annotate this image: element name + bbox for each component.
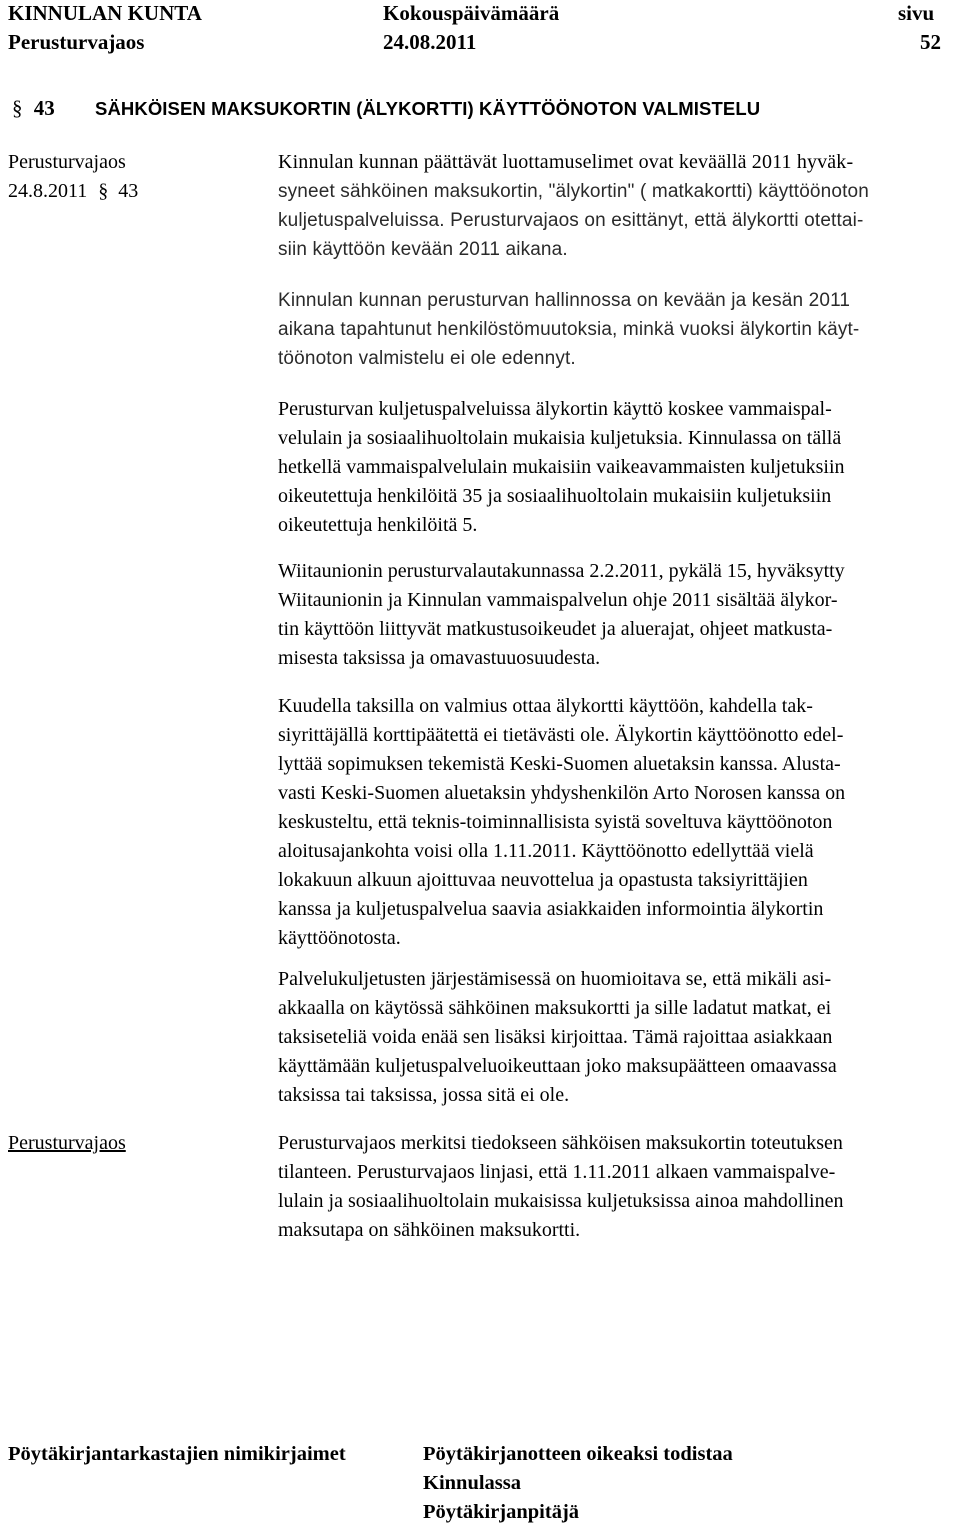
- paragraph-line: akkaalla on käytössä sähköinen maksukortti ja sille ladatut matkat, ei: [278, 997, 832, 1019]
- municipality-name: KINNULAN KUNTA: [8, 1, 202, 25]
- paragraph-line: syneet sähköinen maksukortin, "älykortin" ( matkakortti) käyttöönoton: [278, 181, 869, 202]
- paragraph-1: [278, 148, 950, 264]
- paragraph-line: misesta taksissa ja omavastuuosuudesta.: [278, 647, 601, 669]
- section-number-group: [12, 96, 55, 121]
- paragraph-line: töönoton valmistelu ei ole edennyt.: [278, 348, 576, 369]
- paragraph-line: lyttää sopimuksen tekemistä Keski-Suomen aluetaksin kanssa. Alusta-: [278, 753, 841, 775]
- section-number: 43: [33, 96, 55, 120]
- paragraph-4: [278, 557, 950, 673]
- paragraph-line: kuljetuspalveluissa. Perusturvajaos on esittänyt, että älykortti otettai-: [278, 210, 864, 231]
- meeting-date: 24.08.2011: [383, 30, 477, 54]
- paragraph-decision: [278, 1129, 950, 1245]
- paragraph-line: vasti Keski-Suomen aluetaksin yhdyshenkilön Arto Norosen kanssa on: [278, 782, 846, 804]
- paragraph-line: keskusteltu, että teknis-toiminnallisista syistä soveltuva käyttöönoton: [278, 811, 833, 833]
- paragraph-line: aloitusajankohta voisi olla 1.11.2011. Käyttöönotto edellyttää vielä: [278, 840, 814, 862]
- section-title: SÄHKÖISEN MAKSUKORTIN (ÄLYKORTTI) KÄYTTÖÖNOTON VALMISTELU: [95, 98, 761, 119]
- paragraph-line: hetkellä vammaispalvelulain mukaisiin vaikeavammaisten kuljetuksiin: [278, 456, 845, 478]
- paragraph-line: Kuudella taksilla on valmius ottaa älykortti käyttöön, kahdella tak-: [278, 695, 813, 717]
- section-sign-icon: §: [98, 180, 109, 202]
- page-label: sivu: [898, 1, 935, 25]
- paragraph-3: [278, 395, 950, 540]
- governing-body: Perusturvajaos: [8, 30, 145, 54]
- secretary-label: Pöytäkirjanpitäjä: [423, 1501, 580, 1523]
- margin-reference-number: 43: [118, 180, 139, 202]
- paragraph-2: [278, 286, 950, 373]
- paragraph-line: taksissa tai taksissa, jossa sitä ei ole.: [278, 1084, 570, 1106]
- margin-decision-body: Perusturvajaos: [8, 1132, 126, 1154]
- paragraph-line: Kinnulan kunnan päättävät luottamuselimet ovat keväällä 2011 hyväk-: [278, 151, 854, 173]
- paragraph-line: Perusturvajaos merkitsi tiedokseen sähköisen maksukortin toteutuksen: [278, 1132, 843, 1154]
- paragraph-line: Wiitaunionin ja Kinnulan vammaispalvelun ohje 2011 sisältää älykor-: [278, 589, 838, 611]
- page-number: 52: [920, 30, 941, 54]
- paragraph-line: velulain ja sosiaalihuoltolain mukaisia kuljetuksia. Kinnulassa on tällä: [278, 427, 842, 449]
- paragraph-line: kanssa ja kuljetuspalvelua saavia asiakkaiden informointia älykortin: [278, 898, 824, 920]
- paragraph-line: Wiitaunionin perusturvalautakunnassa 2.2.2011, pykälä 15, hyväksytty: [278, 560, 845, 582]
- certification-place: Kinnulassa: [423, 1472, 521, 1494]
- paragraph-line: tin käyttöön liittyvät matkustusoikeudet ja aluerajat, ohjeet matkusta-: [278, 618, 833, 640]
- margin-reference-body: Perusturvajaos: [8, 151, 126, 173]
- paragraph-line: siin käyttöön kevään 2011 aikana.: [278, 239, 568, 260]
- paragraph-line: siyrittäjällä korttipäätettä ei tietävästi ole. Älykortin käyttöönotto edel-: [278, 724, 844, 746]
- paragraph-line: Perusturvan kuljetuspalveluissa älykortin käyttö koskee vammaispal-: [278, 398, 832, 420]
- paragraph-line: lokakuun alkuun ajoittuvaa neuvottelua ja opastusta taksiyrittäjien: [278, 869, 808, 891]
- paragraph-line: tilanteen. Perusturvajaos linjasi, että 1.11.2011 alkaen vammaispalve-: [278, 1161, 836, 1183]
- margin-reference-date: 24.8.2011: [8, 180, 88, 202]
- paragraph-line: Kinnulan kunnan perusturvan hallinnossa on kevään ja kesän 2011: [278, 290, 851, 311]
- paragraph-line: käyttöönotosta.: [278, 927, 401, 949]
- meeting-date-label: Kokouspäivämäärä: [383, 1, 560, 25]
- paragraph-line: oikeutettuja henkilöitä 5.: [278, 514, 478, 536]
- paragraph-line: käyttämään kuljetuspalveluoikeuttaan joko maksupäätteen omaavassa: [278, 1055, 837, 1077]
- section-sign-icon: §: [12, 96, 23, 120]
- paragraph-line: aikana tapahtunut henkilöstömuutoksia, minkä vuoksi älykortin käyt-: [278, 319, 860, 340]
- paragraph-line: lulain ja sosiaalihuoltolain mukaisissa kuljetuksissa ainoa mahdollinen: [278, 1190, 844, 1212]
- paragraph-6: [278, 965, 950, 1110]
- paragraph-line: Palvelukuljetusten järjestämisessä on huomioitava se, että mikäli asi-: [278, 968, 832, 990]
- paragraph-line: taksiseteliä voida enää sen lisäksi kirjoittaa. Tämä rajoittaa asiakkaan: [278, 1026, 833, 1048]
- paragraph-5: [278, 692, 950, 953]
- certified-copy-label: Pöytäkirjanotteen oikeaksi todistaa: [423, 1443, 733, 1465]
- margin-reference-line: [8, 177, 138, 206]
- paragraph-line: maksutapa on sähköinen maksukortti.: [278, 1219, 581, 1241]
- paragraph-line: oikeutettuja henkilöitä 35 ja sosiaalihuoltolain mukaisiin kuljetuksiin: [278, 485, 832, 507]
- inspectors-initials-label: Pöytäkirjantarkastajien nimikirjaimet: [8, 1443, 346, 1465]
